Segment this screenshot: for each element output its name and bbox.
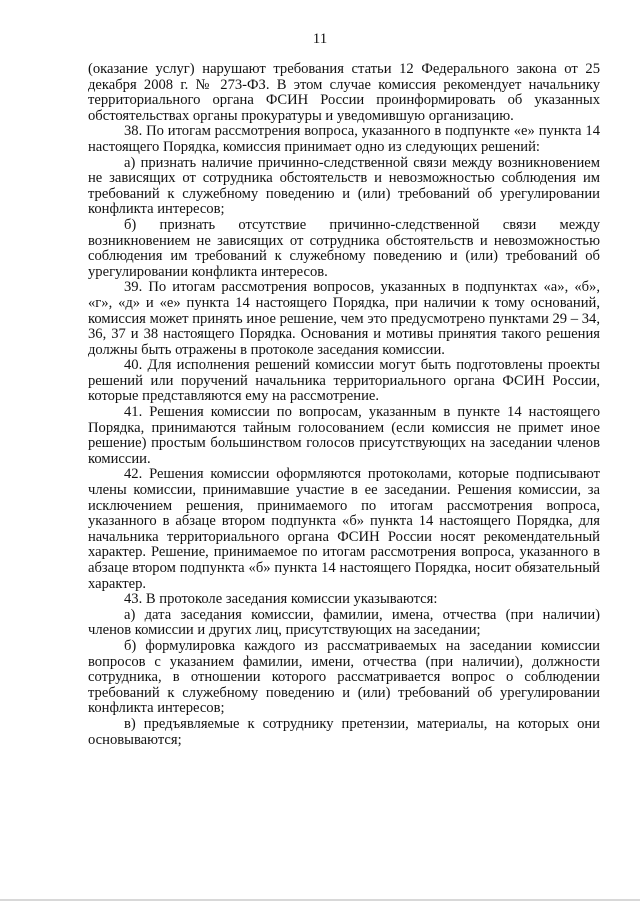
paragraph-38-b: б) признать отсутствие причинно-следственной связи между возникновением не зависящих от сотрудника обстоятельств и невозможностью соблюдения им требований к служебному поведению и (или) требований об урегулировании конфликта интересов. bbox=[88, 216, 600, 280]
paragraph-43: 43. В протоколе заседания комиссии указываются: bbox=[124, 591, 438, 608]
paragraph-39: 39. По итогам рассмотрения вопросов, указанных в подпунктах «а», «б», «г», «д» и «е» пункта 14 настоящего Порядка, при наличии к тому оснований, комиссия может принять иное решение, чем это предусмотрено пунктами 29 – 34, 36, 37 и 38 настоящего Порядка. Основания и мотивы принятия такого решения должны быть отражены в протоколе заседания комиссии. bbox=[88, 279, 600, 358]
paragraph-42: 42. Решения комиссии оформляются протоколами, которые подписывают члены комиссии, принимавшие участие в ее заседании. Решения комиссии, за исключением решения, принимаемого по итогам рассмотрения вопроса, указанного в абзаце втором подпункта «б» пункта 14 настоящего Порядка, для начальника территориального органа ФСИН России носят рекомендательный характер. Решение, принимаемое по итогам рассмотрения вопроса, указанного в абзаце втором подпункта «б» пункта 14 настоящего Порядка, носит обязательный характер. bbox=[88, 466, 600, 592]
paragraph-43-b: б) формулировка каждого из рассматриваемых на заседании комиссии вопросов с указанием фамилии, имени, отчества (при наличии), должности сотрудника, в отношении которого рассматривается вопрос о соблюдении требований к служебному поведению и (или) требований об урегулировании конфликта интересов; bbox=[88, 637, 600, 717]
paragraph-43-a: а) дата заседания комиссии, фамилии, имена, отчества (при наличии) членов комиссии и других лиц, присутствующих на заседании; bbox=[88, 606, 600, 639]
paragraph-43-v: в) предъявляемые к сотруднику претензии, материалы, на которых они основываются; bbox=[88, 715, 600, 748]
paragraph-40: 40. Для исполнения решений комиссии могут быть подготовлены проекты решений или поручений начальника территориального органа ФСИН России, которые представляются ему на рассмотрение. bbox=[88, 357, 600, 405]
document-body bbox=[88, 62, 600, 748]
paragraph-continuation: (оказание услуг) нарушают требования статьи 12 Федерального закона от 25 декабря 2008 г. № 273-ФЗ. В этом случае комиссия рекомендует начальнику территориального органа ФСИН России проинформировать об указанных обстоятельствах органы прокуратуры и уведомившую организацию. bbox=[88, 61, 600, 124]
paragraph-41: 41. Решения комиссии по вопросам, указанным в пункте 14 настоящего Порядка, принимаются тайным голосованием (если комиссия не примет иное решение) простым большинством голосов присутствующих на заседании членов комиссии. bbox=[88, 404, 600, 467]
paragraph-38-a: а) признать наличие причинно-следственной связи между возникновением не зависящих от сотрудника обстоятельств и невозможностью соблюдения им требований к служебному поведению и (или) требований об урегулировании конфликта интересов; bbox=[88, 154, 600, 218]
paragraph-38: 38. По итогам рассмотрения вопроса, указанного в подпункте «е» пункта 14 настоящего Порядка, комиссия принимает одно из следующих решений: bbox=[88, 123, 600, 155]
page-number: 11 bbox=[312, 31, 328, 47]
